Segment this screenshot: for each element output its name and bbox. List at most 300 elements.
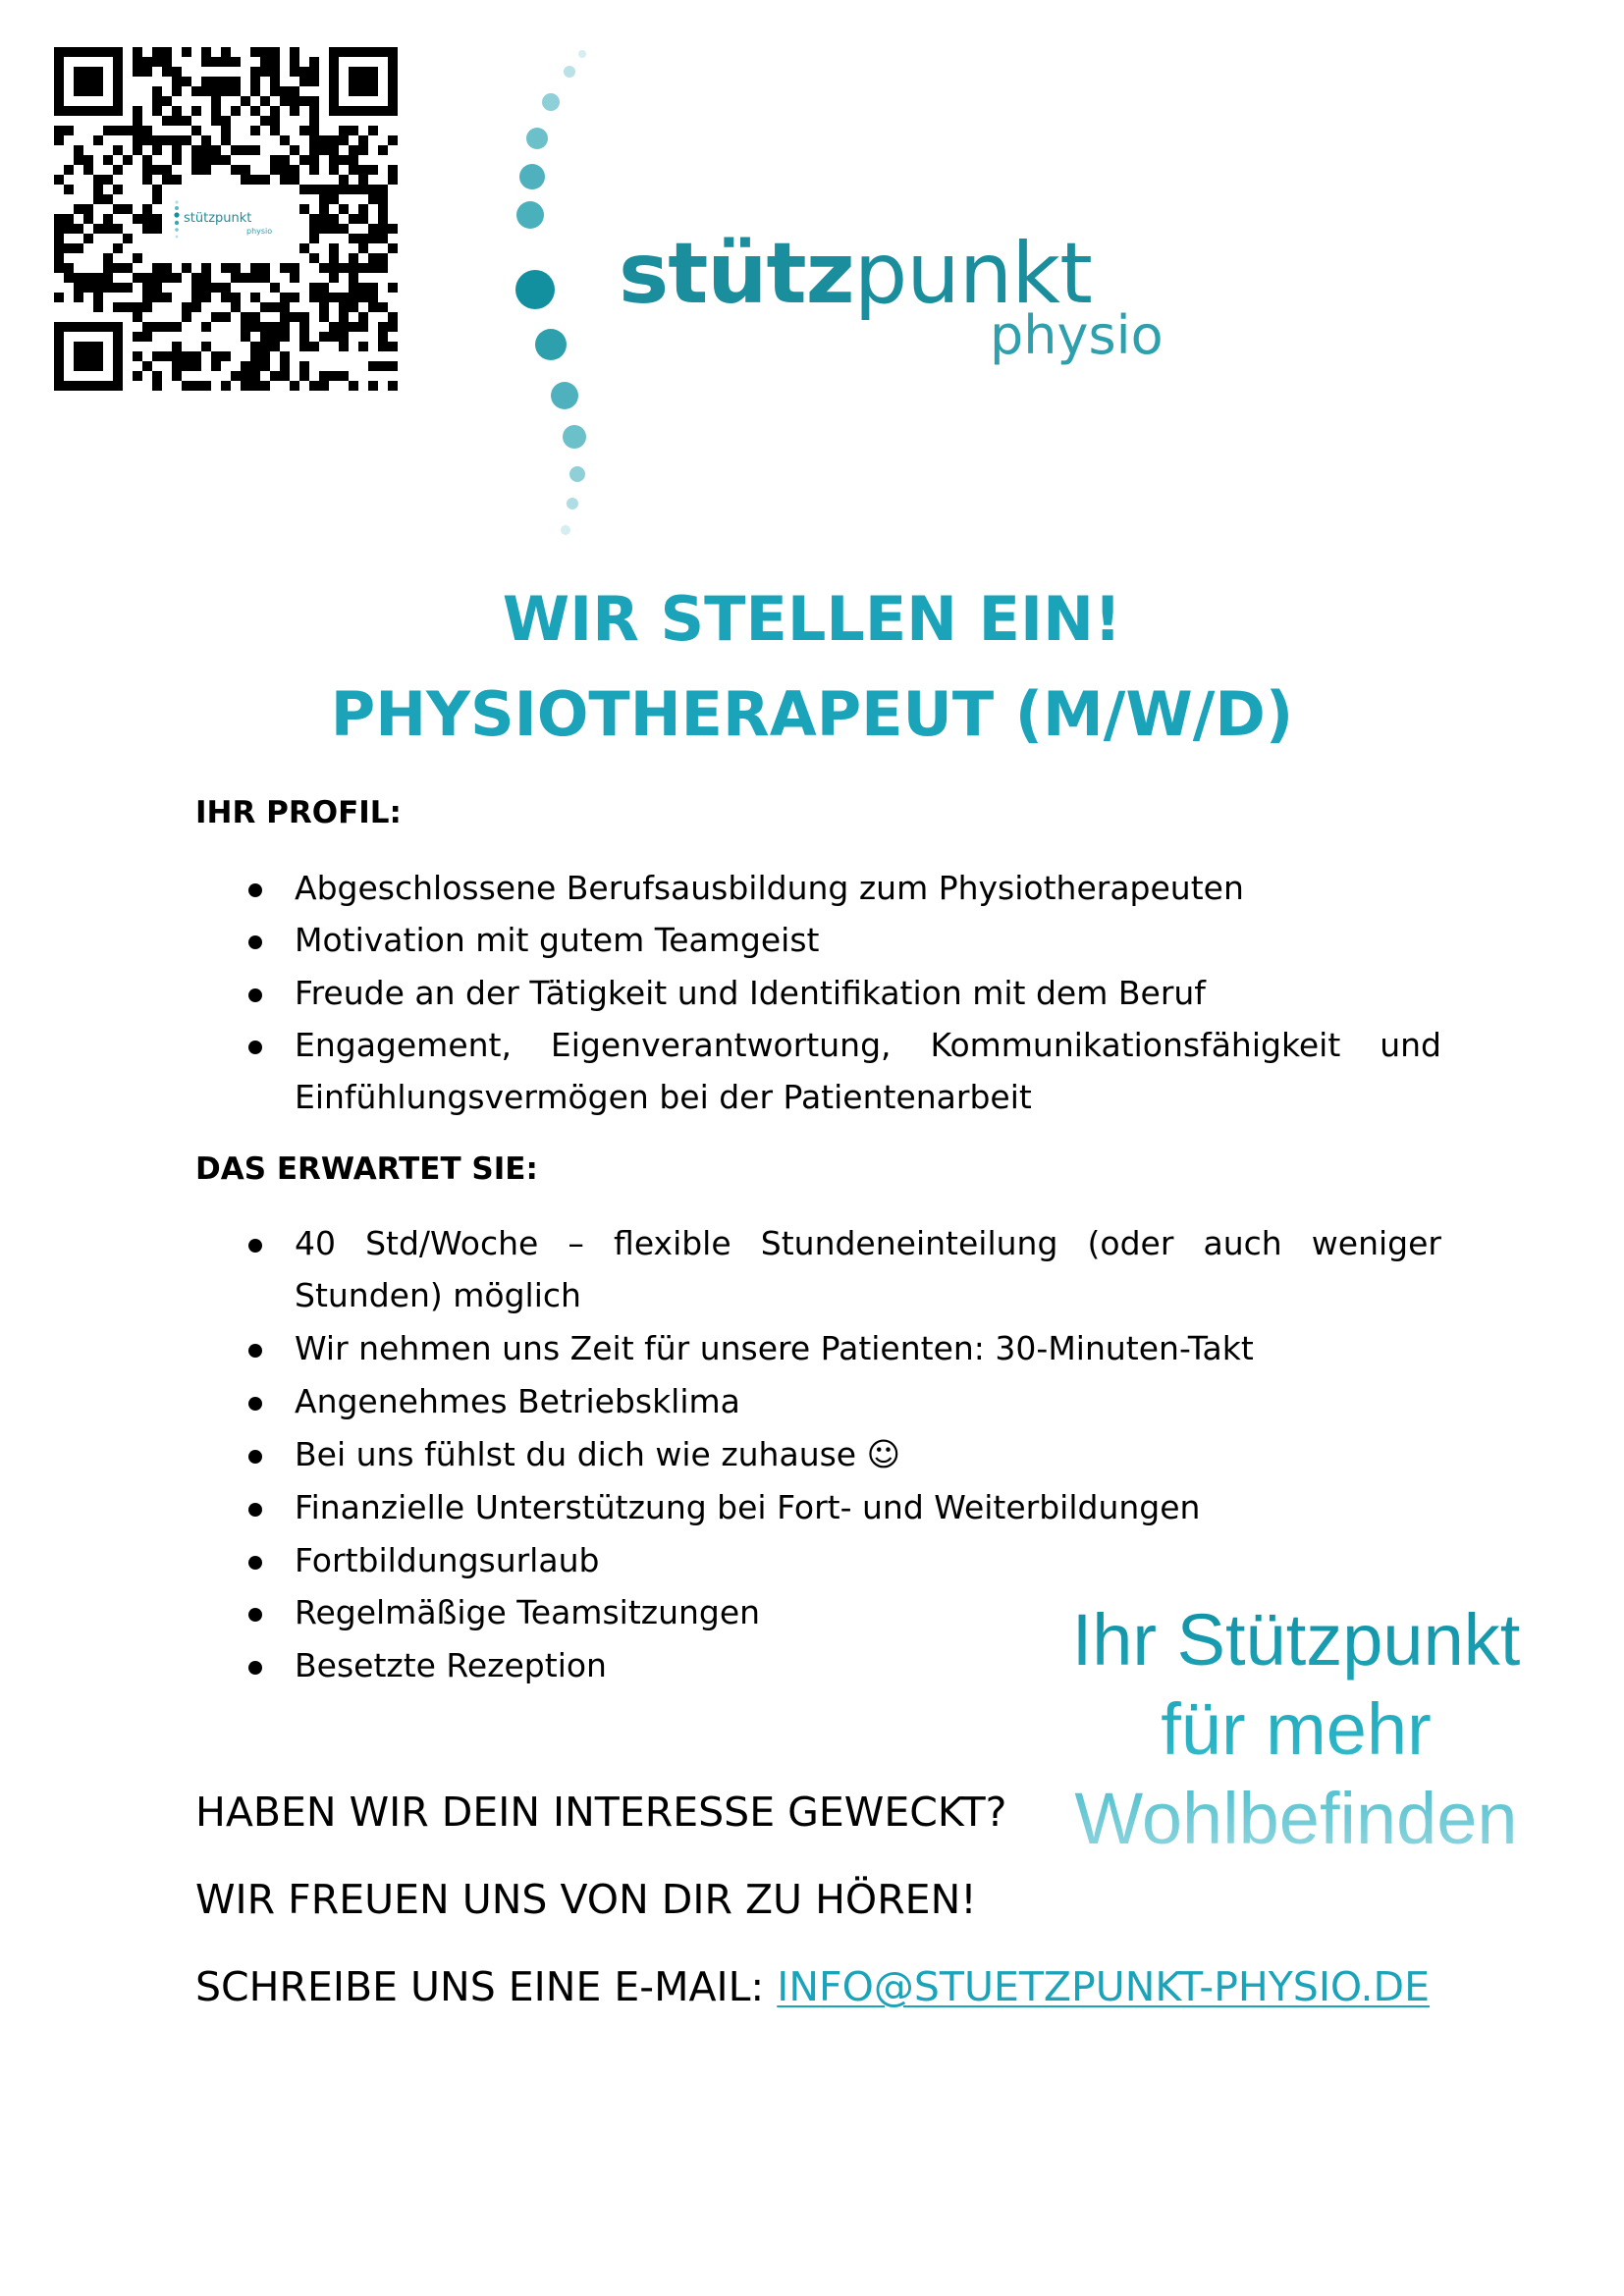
qr-module [142, 204, 152, 214]
qr-module [162, 273, 172, 283]
bullet-icon [248, 1608, 262, 1622]
qr-module [201, 77, 211, 86]
qr-module [349, 293, 358, 302]
qr-module [378, 214, 388, 224]
qr-module [113, 243, 123, 253]
qr-module [113, 204, 123, 214]
qr-module [358, 312, 368, 322]
qr-module [182, 381, 191, 391]
qr-module [64, 243, 74, 253]
qr-module [299, 185, 309, 194]
qr-module [358, 263, 368, 273]
qr-module [309, 135, 319, 145]
qr-module [113, 283, 123, 293]
qr-module [103, 283, 113, 293]
email-link[interactable]: INFO@STUETZPUNKT-PHYSIO.DE [777, 1963, 1431, 2010]
qr-module [270, 57, 280, 67]
qr-module [309, 155, 319, 165]
qr-module [162, 67, 172, 77]
qr-module [123, 126, 133, 135]
bullet-icon [248, 1556, 262, 1570]
qr-module [103, 224, 113, 234]
qr-module [270, 302, 280, 312]
qr-module [201, 86, 211, 96]
qr-module [211, 361, 221, 371]
qr-module [133, 214, 142, 224]
qr-module [378, 263, 388, 273]
qr-module [123, 263, 133, 273]
qr-module [64, 185, 74, 194]
bullet-icon [248, 1239, 262, 1253]
qr-finder-top-right [329, 47, 398, 116]
qr-module [329, 293, 339, 302]
qr-module [162, 116, 172, 126]
qr-module [64, 224, 74, 234]
qr-module [290, 86, 299, 96]
qr-module [270, 155, 280, 165]
qr-module [270, 332, 280, 342]
qr-module [388, 165, 398, 175]
qr-module [349, 253, 358, 263]
qr-module [241, 165, 250, 175]
qr-module [319, 204, 329, 214]
qr-module [162, 175, 172, 185]
qr-module [378, 253, 388, 263]
qr-module [93, 273, 103, 283]
qr-module [349, 214, 358, 224]
qr-module [319, 332, 329, 342]
qr-module [339, 155, 349, 165]
qr-module [368, 165, 378, 175]
qr-module [142, 57, 152, 67]
qr-module [319, 224, 329, 234]
qr-module [133, 126, 142, 135]
qr-module [388, 322, 398, 332]
qr-module [349, 165, 358, 175]
qr-module [191, 361, 201, 371]
qr-module [329, 273, 339, 283]
qr-module [231, 77, 241, 86]
qr-module [260, 116, 270, 126]
qr-module [260, 381, 270, 391]
qr-module [309, 57, 319, 67]
qr-module [172, 145, 182, 155]
qr-module [152, 86, 162, 96]
qr-module [211, 96, 221, 106]
qr-module [191, 155, 201, 165]
qr-module [290, 273, 299, 283]
qr-module [388, 283, 398, 293]
qr-module [309, 381, 319, 391]
qr-module [182, 116, 191, 126]
qr-module [221, 116, 231, 126]
qr-module [270, 342, 280, 351]
qr-module [54, 175, 64, 185]
qr-module [250, 273, 260, 283]
qr-module [319, 302, 329, 312]
qr-module [142, 155, 152, 165]
qr-module [191, 302, 201, 312]
qr-module [250, 371, 260, 381]
qr-module [162, 293, 172, 302]
qr-module [191, 293, 201, 302]
qr-module [280, 293, 290, 302]
qr-module [349, 126, 358, 135]
list-item-text: Freude an der Tätigkeit und Identifikation mit dem Beruf [295, 974, 1206, 1012]
qr-module [270, 165, 280, 175]
qr-module [74, 145, 83, 155]
qr-module [290, 47, 299, 57]
qr-module [201, 165, 211, 175]
qr-module [103, 214, 113, 224]
qr-module [133, 312, 142, 322]
qr-module [250, 263, 260, 273]
qr-module [280, 135, 290, 145]
qr-module [260, 302, 270, 312]
bullet-icon [248, 1041, 262, 1054]
qr-finder-bottom-left [54, 322, 123, 391]
qr-module [133, 145, 142, 155]
qr-module [319, 293, 329, 302]
qr-module [309, 145, 319, 155]
qr-inner-logo-word: stützpunkt [184, 211, 252, 226]
qr-module [290, 312, 299, 322]
qr-module [93, 135, 103, 145]
qr-module [241, 273, 250, 283]
qr-module [378, 224, 388, 234]
qr-module [74, 155, 83, 165]
qr-module [182, 302, 191, 312]
qr-module [201, 273, 211, 283]
qr-module [133, 253, 142, 263]
qr-module [103, 175, 113, 185]
cta-contact: WIR FREUEN UNS VON DIR ZU HÖREN! [195, 1876, 977, 1923]
list-item-text: 40 Std/Woche – flexible Stundeneinteilung (oder auch weniger Stunden) möglich [295, 1224, 1441, 1314]
qr-module [152, 185, 162, 194]
qr-module [211, 77, 221, 86]
qr-module [142, 273, 152, 283]
qr-module [64, 126, 74, 135]
qr-module [250, 47, 260, 57]
qr-module [378, 322, 388, 332]
qr-module [388, 175, 398, 185]
qr-module [83, 155, 93, 165]
qr-module [339, 135, 349, 145]
qr-module [378, 332, 388, 342]
qr-module [309, 253, 319, 263]
qr-module [319, 371, 329, 381]
qr-module [152, 96, 162, 106]
qr-module [201, 322, 211, 332]
list-item-text: Abgeschlossene Berufsausbildung zum Physiotherapeuten [295, 869, 1244, 907]
qr-module [241, 361, 250, 371]
qr-module [290, 293, 299, 302]
qr-module [221, 77, 231, 86]
qr-module [152, 273, 162, 283]
qr-module [83, 234, 93, 243]
qr-module [133, 273, 142, 283]
qr-module [221, 86, 231, 96]
qr-module [250, 145, 260, 155]
qr-module [74, 293, 83, 302]
qr-module [368, 283, 378, 293]
qr-module [339, 224, 349, 234]
qr-module [358, 214, 368, 224]
qr-module [349, 145, 358, 155]
qr-module [349, 263, 358, 273]
qr-module [339, 263, 349, 273]
qr-module [182, 351, 191, 361]
qr-module [123, 283, 133, 293]
qr-module [83, 273, 93, 283]
list-item-text: Bei uns fühlst du dich wie zuhause ☺ [295, 1435, 900, 1473]
qr-module [231, 165, 241, 175]
qr-module [152, 145, 162, 155]
qr-module [358, 145, 368, 155]
list-item-text: Regelmäßige Teamsitzungen [295, 1593, 761, 1631]
qr-module [358, 234, 368, 243]
qr-module [201, 155, 211, 165]
qr-module [270, 116, 280, 126]
qr-module [152, 283, 162, 293]
qr-module [349, 322, 358, 332]
bullet-icon [248, 1661, 262, 1675]
qr-module [241, 175, 250, 185]
qr-module [172, 371, 182, 381]
qr-module [339, 342, 349, 351]
qr-module [319, 185, 329, 194]
qr-module [309, 224, 319, 234]
qr-module [299, 155, 309, 165]
qr-module [64, 263, 74, 273]
qr-module [260, 96, 270, 106]
qr-module [329, 194, 339, 204]
qr-module [250, 361, 260, 371]
qr-module [201, 381, 211, 391]
qr-module [309, 116, 319, 126]
qr-module [201, 293, 211, 302]
qr-module [270, 283, 280, 293]
qr-module [368, 234, 378, 243]
qr-module [299, 204, 309, 214]
qr-module [260, 361, 270, 371]
qr-module [211, 155, 221, 165]
qr-module [133, 332, 142, 342]
qr-module [211, 116, 221, 126]
qr-module [339, 332, 349, 342]
qr-module [378, 234, 388, 243]
qr-module [152, 381, 162, 391]
qr-module [231, 106, 241, 116]
qr-module [290, 381, 299, 391]
list-item-text: Fortbildungsurlaub [295, 1541, 600, 1579]
qr-module [260, 273, 270, 283]
qr-module [172, 155, 182, 165]
qr-module [250, 126, 260, 135]
qr-module [290, 165, 299, 175]
qr-module [329, 224, 339, 234]
qr-module [290, 96, 299, 106]
qr-module [319, 194, 329, 204]
qr-module [64, 273, 74, 283]
qr-module [260, 57, 270, 67]
qr-module [133, 116, 142, 126]
qr-module [378, 342, 388, 351]
expect-heading: DAS ERWARTET SIE: [195, 1151, 538, 1187]
qr-module [152, 371, 162, 381]
qr-module [329, 332, 339, 342]
qr-module [162, 165, 172, 175]
qr-module [103, 273, 113, 283]
qr-finder-top-left [54, 47, 123, 116]
qr-module [83, 165, 93, 175]
qr-module [270, 106, 280, 116]
qr-module [113, 263, 123, 273]
qr-module [162, 351, 172, 361]
qr-module [142, 361, 152, 371]
qr-module [329, 322, 339, 332]
qr-module [152, 351, 162, 361]
logo-subtitle: physio [990, 304, 1164, 366]
qr-module [113, 185, 123, 194]
bullet-icon [248, 1450, 262, 1464]
qr-module [142, 175, 152, 185]
qr-module [299, 243, 309, 253]
qr-module [270, 371, 280, 381]
qr-module [142, 293, 152, 302]
qr-module [162, 57, 172, 67]
list-item-text: Angenehmes Betriebsklima [295, 1382, 740, 1420]
qr-module [211, 106, 221, 116]
qr-module [54, 234, 64, 243]
slogan [1031, 1595, 1561, 1863]
qr-module [133, 57, 142, 67]
qr-module [191, 273, 201, 283]
qr-module [211, 57, 221, 67]
qr-module [221, 381, 231, 391]
qr-module [54, 263, 64, 273]
qr-module [191, 283, 201, 293]
qr-module [133, 47, 142, 57]
qr-module [329, 214, 339, 224]
qr-module [221, 283, 231, 293]
qr-module [54, 135, 64, 145]
list-item-text: Motivation mit gutem Teamgeist [295, 921, 820, 959]
qr-module [142, 332, 152, 342]
qr-module [250, 322, 260, 332]
bullet-icon [248, 1397, 262, 1411]
qr-module [260, 67, 270, 77]
qr-module [142, 165, 152, 175]
qr-module [260, 332, 270, 342]
qr-module [309, 67, 319, 77]
qr-module [309, 185, 319, 194]
qr-module [113, 145, 123, 155]
qr-module [260, 175, 270, 185]
qr-module [221, 47, 231, 57]
qr-module [280, 165, 290, 175]
qr-module [319, 283, 329, 293]
qr-module [152, 106, 162, 116]
qr-module [339, 185, 349, 194]
qr-module [172, 77, 182, 86]
slogan-line: Wohlbefinden [1074, 1778, 1518, 1859]
qr-module [319, 312, 329, 322]
qr-module [309, 283, 319, 293]
qr-module [211, 312, 221, 322]
qr-module [349, 381, 358, 391]
list-item-text: Engagement, Eigenverantwortung, Kommunikationsfähigkeit und Einfühlungsvermögen bei der Patientenarbeit [295, 1026, 1441, 1116]
qr-module [182, 77, 191, 86]
qr-module [221, 293, 231, 302]
qr-module [368, 126, 378, 135]
qr-module [280, 312, 290, 322]
qr-module [241, 381, 250, 391]
qr-module [290, 106, 299, 116]
qr-module [280, 332, 290, 342]
qr-module [231, 86, 241, 96]
qr-module [250, 312, 260, 322]
qr-module [152, 135, 162, 145]
qr-module [172, 322, 182, 332]
qr-module [172, 351, 182, 361]
qr-module [358, 243, 368, 253]
qr-code-icon [54, 47, 398, 391]
qr-module [309, 77, 319, 86]
qr-module [162, 135, 172, 145]
qr-module [358, 283, 368, 293]
qr-module [93, 283, 103, 293]
qr-module [309, 106, 319, 116]
qr-module [152, 224, 162, 234]
qr-module [309, 342, 319, 351]
qr-module [290, 145, 299, 155]
qr-module [83, 204, 93, 214]
qr-module [54, 126, 64, 135]
logo-dots-icon [491, 39, 628, 550]
qr-module [250, 351, 260, 361]
profile-heading: IHR PROFIL: [195, 795, 402, 830]
qr-module [231, 293, 241, 302]
qr-module [329, 135, 339, 145]
qr-module [299, 332, 309, 342]
qr-module [339, 312, 349, 322]
qr-module [260, 351, 270, 361]
qr-module [250, 342, 260, 351]
qr-module [93, 194, 103, 204]
qr-module [103, 263, 113, 273]
cta-interest: HABEN WIR DEIN INTERESSE GEWECKT? [195, 1789, 1007, 1836]
qr-module [388, 342, 398, 351]
qr-module [231, 371, 241, 381]
qr-module [93, 293, 103, 302]
qr-module [74, 224, 83, 234]
qr-module [133, 371, 142, 381]
bullet-icon [248, 1344, 262, 1358]
qr-module [388, 135, 398, 145]
qr-module [152, 293, 162, 302]
qr-module [241, 322, 250, 332]
qr-module [329, 253, 339, 263]
qr-module [221, 155, 231, 165]
bullet-icon [248, 883, 262, 897]
qr-module [270, 126, 280, 135]
qr-module [201, 342, 211, 351]
bullet-icon [248, 935, 262, 949]
qr-module [182, 263, 191, 273]
qr-module [368, 361, 378, 371]
qr-module [368, 381, 378, 391]
